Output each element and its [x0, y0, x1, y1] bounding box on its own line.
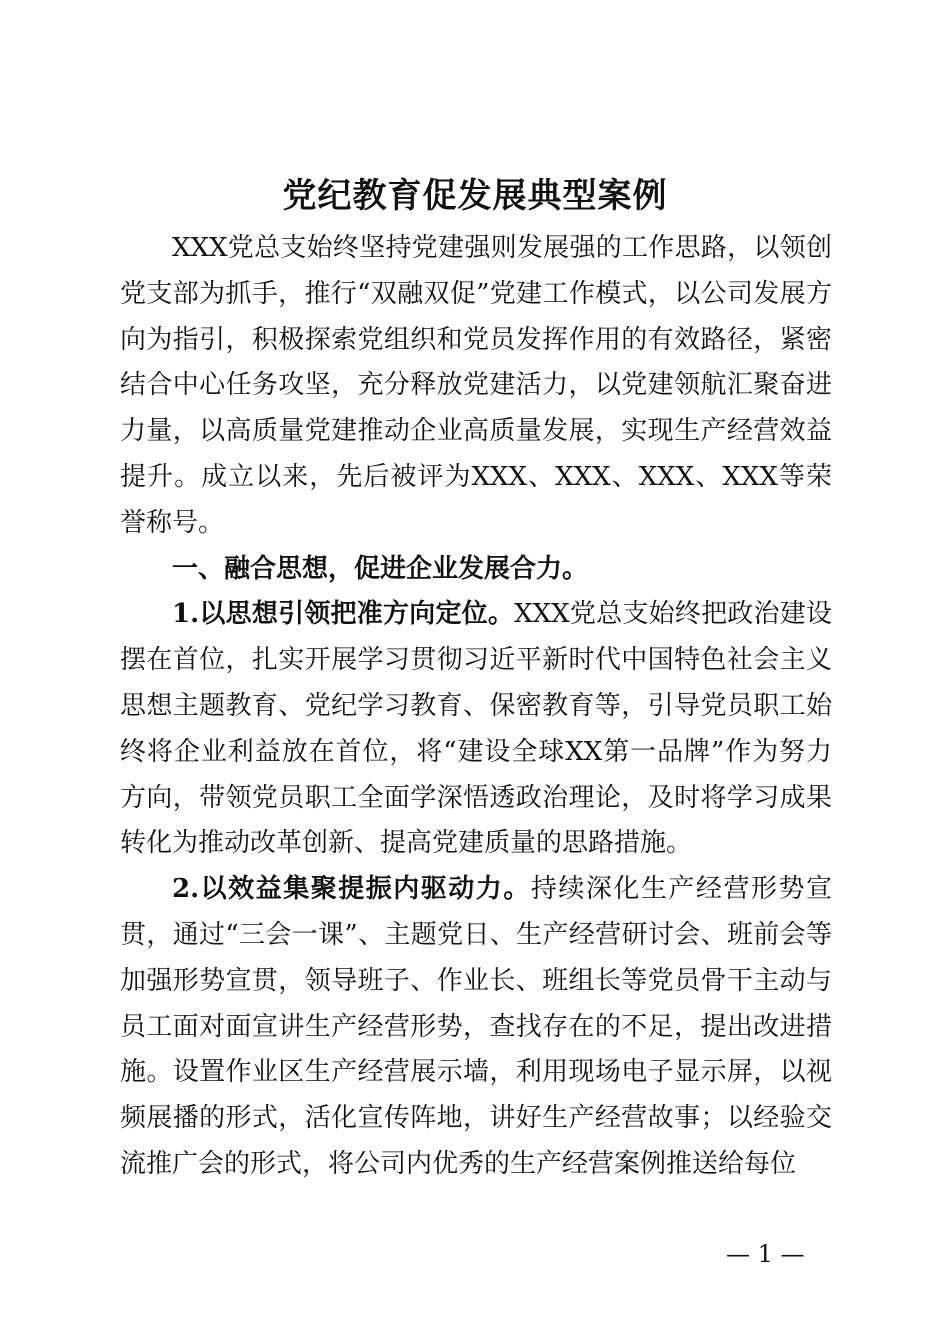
item-1-text: XXX党总支始终把政治建设摆在首位，扎实开展学习贯彻习近平新时代中国特色社会主义思想主题教育、党纪学习教育、保密教育等，引导党员职工始终将企业利益放在首位，将“建设全球XX第一品牌”作为努力方向，带领党员职工全面学深悟透政治理论，及时将学习成果转化为推动改革创新、提高党建质量的思路措施。: [120, 599, 832, 859]
item-2-lead: 2.以效益集聚提振内驱动力。: [172, 874, 531, 905]
intro-paragraph: XXX党总支始终坚持党建强则发展强的工作思路，以领创党支部为抓手，推行“双融双促”党建工作模式，以公司发展方向为指引，积极探索党组织和党员发挥作用的有效路径，紧密结合中心任务攻坚，充分释放党建活力，以党建领航汇聚奋进力量，以高质量党建推动企业高质量发展，实现生产经营效益提升。成立以来，先后被评为XXX、XXX、XXX、XXX等荣誉称号。: [120, 233, 832, 538]
item-2-text: 持续深化生产经营形势宣贯，通过“三会一课”、主题党日、生产经营研讨会、班前会等加强形势宣贯，领导班子、作业长、班组长等党员骨干主动与员工面对面宣讲生产经营形势，查找存在的不足，提出改进措施。设置作业区生产经营展示墙，利用现场电子显示屏，以视频展播的形式，活化宣传阵地，讲好生产经营故事；以经验交流推广会的形式，将公司内优秀的生产经营案例推送给每位: [120, 874, 832, 1179]
page-number: — 1 —: [726, 1240, 805, 1268]
document-body: [120, 226, 832, 1188]
document-title: 党纪教育促发展典型案例: [282, 176, 668, 216]
item-paragraph-2: [120, 867, 832, 1188]
item-1-lead: 1.以思想引领把准方向定位。: [172, 599, 515, 630]
section-heading: 一、融合思想，促进企业发展合力。: [172, 553, 589, 584]
item-paragraph-1: [120, 592, 832, 867]
